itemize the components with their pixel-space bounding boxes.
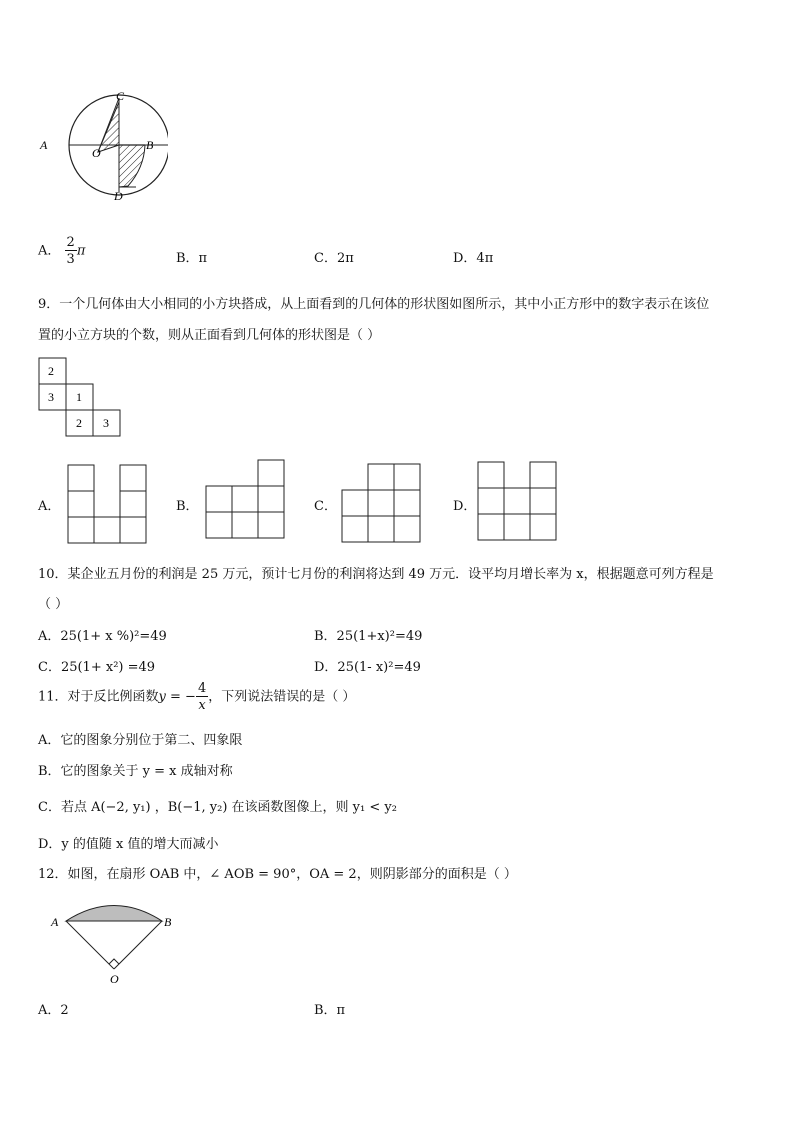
q11-suffix: ，下列说法错误的是（ ） bbox=[208, 689, 356, 705]
q8-option-c: C．2π bbox=[314, 251, 354, 266]
q11-function-denominator: x bbox=[198, 698, 206, 713]
q8-option-a-denominator: 3 bbox=[66, 252, 75, 267]
q9-grid-number: 1 bbox=[76, 390, 82, 404]
q9-option-a-figure bbox=[67, 464, 149, 546]
q9-option-c-figure bbox=[340, 463, 424, 545]
q8-option-a-numerator: 2 bbox=[66, 235, 75, 250]
q11-function-numerator: 4 bbox=[197, 681, 207, 696]
q8-label-B: B bbox=[146, 138, 154, 152]
q10-option-d: D．25(1- x)²=49 bbox=[314, 660, 421, 675]
q12-sector-figure bbox=[46, 896, 182, 986]
q10-option-a: A．25(1+ x %)²=49 bbox=[38, 629, 167, 644]
q11-option-c: C．若点 A(−2, y₁) ，B(−1, y₂) 在该函数图像上，则 y₁ < y₂ bbox=[38, 800, 397, 815]
q8-option-a-fraction bbox=[65, 236, 77, 266]
q11-option-b: B．它的图象关于 y = x 成轴对称 bbox=[38, 764, 233, 779]
q12-option-b: B．π bbox=[314, 1003, 346, 1018]
q9-text-line2: 置的小立方块的个数，则从正面看到几何体的形状图是（ ） bbox=[38, 328, 381, 343]
q9-grid-number: 2 bbox=[48, 364, 54, 378]
q9-grid-number: 3 bbox=[48, 390, 54, 404]
q11-prefix: 11．对于反比例函数 bbox=[38, 689, 159, 705]
q11-question bbox=[38, 682, 355, 712]
q10-option-b: B．25(1+x)²=49 bbox=[314, 629, 423, 644]
q8-label-O: O bbox=[92, 146, 101, 160]
q10-text-line1: 10．某企业五月份的利润是 25 万元，预计七月份的利润将达到 49 万元．设平均月增长率为 x，根据题意可列方程是 bbox=[38, 567, 714, 582]
q9-option-c-label: C． bbox=[314, 499, 337, 514]
q9-option-b-figure bbox=[204, 459, 288, 541]
q8-option-a-label: A． bbox=[38, 243, 61, 259]
q8-option-a-pi: π bbox=[76, 243, 86, 259]
q8-option-a bbox=[38, 236, 85, 266]
q9-grid-number: 2 bbox=[76, 416, 82, 430]
q9-option-a-label: A． bbox=[38, 499, 61, 514]
q9-top-view-grid bbox=[38, 357, 124, 439]
q10-text-line2: （ ） bbox=[38, 597, 69, 612]
q11-function-lhs: y = − bbox=[158, 689, 196, 705]
q9-option-d-label: D． bbox=[453, 499, 477, 514]
q11-function-fraction bbox=[196, 682, 208, 712]
q8-label-A: A bbox=[40, 138, 48, 152]
q12-label-B: B bbox=[164, 915, 172, 929]
q8-circle-figure bbox=[38, 88, 168, 206]
q9-option-d-figure bbox=[476, 461, 560, 543]
q12-text-line1: 12．如图，在扇形 OAB 中，∠ AOB = 90°，OA = 2，则阴影部分的面积是（ ） bbox=[38, 867, 517, 882]
q9-grid-number: 3 bbox=[103, 416, 109, 430]
q8-option-b: B．π bbox=[176, 251, 208, 266]
q9-text-line1: 9．一个几何体由大小相同的小方块搭成，从上面看到的几何体的形状图如图所示，其中小正方形中的数字表示在该位 bbox=[38, 297, 710, 312]
q11-option-a: A．它的图象分别位于第二、四象限 bbox=[38, 733, 243, 748]
q8-label-D: D bbox=[114, 189, 123, 203]
q11-option-d: D．y 的值随 x 值的增大而减小 bbox=[38, 837, 219, 852]
q12-option-a: A．2 bbox=[38, 1003, 69, 1018]
q8-option-d: D．4π bbox=[453, 251, 494, 266]
q12-label-A: A bbox=[51, 915, 59, 929]
q10-option-c: C．25(1+ x²) =49 bbox=[38, 660, 156, 675]
q8-label-C: C bbox=[116, 89, 125, 103]
q12-label-O: O bbox=[110, 972, 119, 986]
q9-option-b-label: B． bbox=[176, 499, 199, 514]
